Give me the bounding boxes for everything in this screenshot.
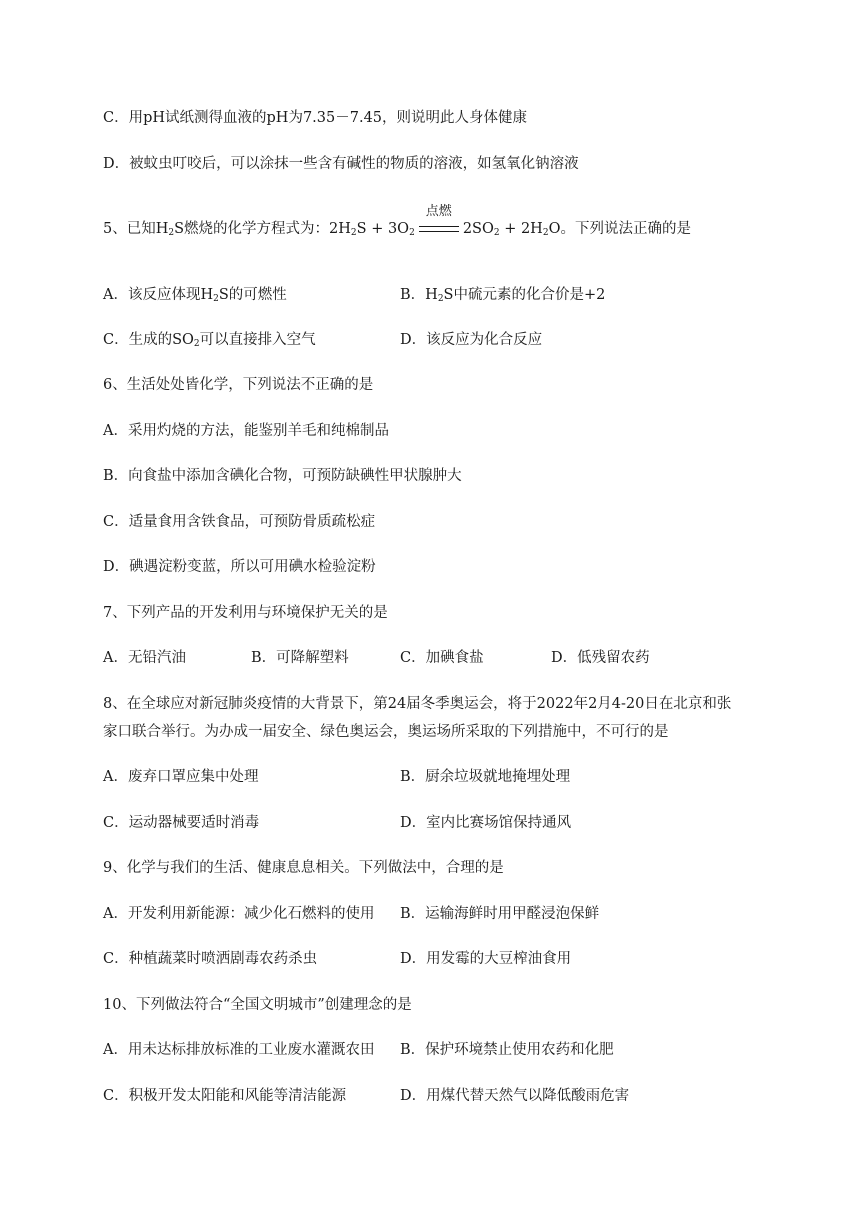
equals-sign-icon <box>419 226 459 232</box>
reaction-condition: 点燃 <box>425 204 452 219</box>
q9-stem: 9、化学与我们的生活、健康息息相关。下列做法中，合理的是 <box>103 860 504 876</box>
q10-stem: 10、下列做法符合“全国文明城市”创建理念的是 <box>103 997 412 1013</box>
q5-option-a: A．该反应体现$H_2S$的可燃性 <box>103 287 287 304</box>
q6-option-c: C．适量食用含铁食品，可预防骨质疏松症 <box>103 514 376 530</box>
q10-option-a: A．用未达标排放标准的工业废水灌溉农田 <box>103 1042 375 1058</box>
q8-stem-line2: 家口联合举行。为办成一届安全、绿色奥运会，奥运场所采取的下列措施中，不可行的是 <box>103 724 669 740</box>
q7-option-d: D．低残留农药 <box>551 650 650 666</box>
q7-stem: 7、下列产品的开发利用与环境保护无关的是 <box>103 605 388 621</box>
q8-stem-line1: 8、在全球应对新冠肺炎疫情的大背景下，第24届冬季奥运会，将于2022年2月4-20日在北京和张 <box>103 696 732 712</box>
q9-option-c: C．种植蔬菜时喷洒剧毒农药杀虫 <box>103 951 318 967</box>
q10-option-b: B．保护环境禁止使用农药和化肥 <box>400 1042 614 1058</box>
q5-option-b: B．$H_2S$中硫元素的化合价是+2 <box>400 287 606 304</box>
q8-option-c: C．运动器械要适时消毒 <box>103 815 260 831</box>
q5-stem: 5、已知$H_2S$燃烧的化学方程式为：$2H_2S + 3O_2$ 点燃 $2SO_2 + 2H_2O$。下列说法正确的是 <box>103 204 691 238</box>
q4-option-d: D．被蚊虫叮咬后，可以涂抹一些含有碱性的物质的溶液，如氢氧化钠溶液 <box>103 156 579 172</box>
q6-stem: 6、生活处处皆化学，下列说法不正确的是 <box>103 377 374 393</box>
reaction-condition-arrow <box>417 204 461 239</box>
q5-option-c: C．生成的$SO_2$可以直接排入空气 <box>103 332 316 349</box>
q4-option-c: C．用pH试纸测得血液的pH为7.35－7.45，则说明此人身体健康 <box>103 110 528 126</box>
q9-option-a: A．开发利用新能源：减少化石燃料的使用 <box>103 906 375 922</box>
q9-option-d: D．用发霉的大豆榨油食用 <box>400 951 572 967</box>
q5-option-d: D．该反应为化合反应 <box>400 332 543 348</box>
q6-option-b: B．向食盐中添加含碘化合物，可预防缺碘性甲状腺肿大 <box>103 468 462 484</box>
q7-option-b: B．可降解塑料 <box>251 650 349 666</box>
q8-option-b: B．厨余垃圾就地掩埋处理 <box>400 769 571 785</box>
q10-option-d: D．用煤代替天然气以降低酸雨危害 <box>400 1088 630 1104</box>
q7-option-a: A．无铅汽油 <box>103 650 186 666</box>
q9-option-b: B．运输海鲜时用甲醛浸泡保鲜 <box>400 906 600 922</box>
q8-option-a: A．废弃口罩应集中处理 <box>103 769 259 785</box>
q6-option-d: D．碘遇淀粉变蓝，所以可用碘水检验淀粉 <box>103 559 376 575</box>
q8-option-d: D．室内比赛场馆保持通风 <box>400 815 572 831</box>
q6-option-a: A．采用灼烧的方法，能鉴别羊毛和纯棉制品 <box>103 423 389 439</box>
q10-option-c: C．积极开发太阳能和风能等清洁能源 <box>103 1088 347 1104</box>
q7-option-c: C．加碘食盐 <box>400 650 484 666</box>
